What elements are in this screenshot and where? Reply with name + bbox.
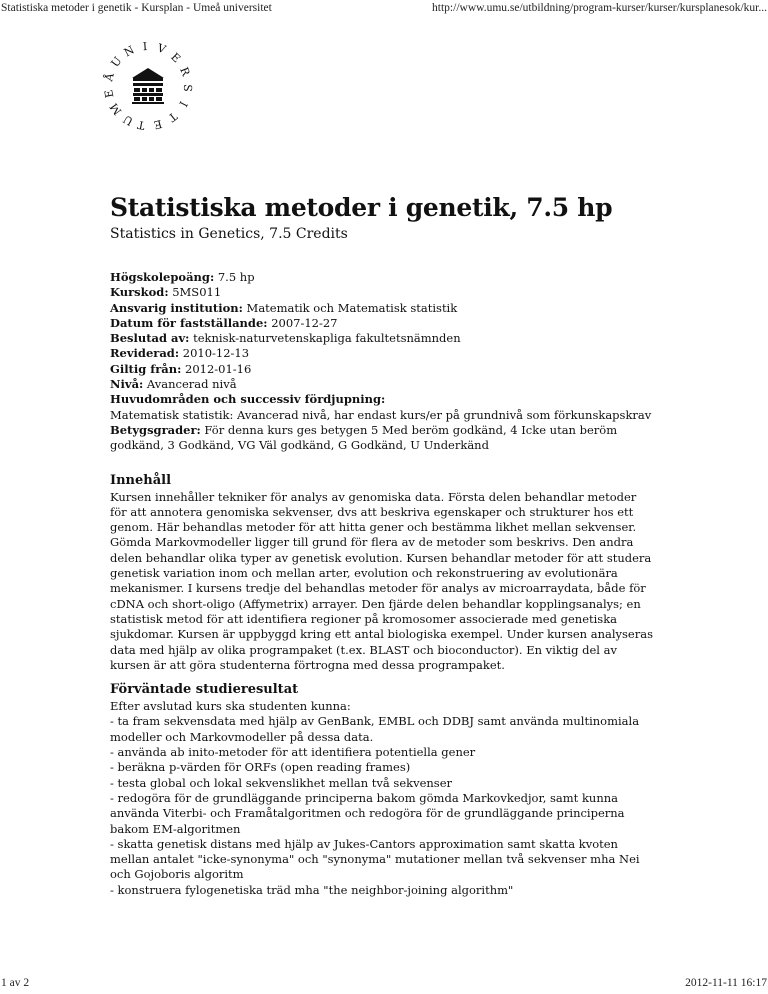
outcomes-heading: Förväntade studieresultat: [110, 682, 299, 698]
logo-letter: U: [108, 54, 125, 70]
logo-letter: E: [102, 88, 117, 100]
meta-line: Beslutad av: teknisk-naturvetenskapliga fakultetsnämnden: [110, 331, 461, 346]
meta-line: Reviderad: 2010-12-13: [110, 346, 250, 361]
meta-line: Huvudområden och successiv fördjupning:: [110, 392, 386, 407]
course-plan-body: [110, 270, 655, 898]
list-item: - ta fram sekvensdata med hjälp av GenBank, EMBL och DDBJ samt använda multinomiala modeller och Markovmodeller på dessa data.: [110, 714, 640, 744]
meta-line: Ansvarig institution: Matematik och Matematisk statistik: [110, 300, 458, 315]
list-item: - använda ab inito-metoder för att identifiera potentiella gener: [110, 745, 476, 760]
logo-letter: T: [165, 109, 180, 125]
print-header-title: Statistiska metoder i genetik - Kursplan - Umeå universitet: [1, 2, 272, 14]
list-item: - redogöra för de grundläggande principerna bakom gömda Markovkedjor, samt kunna använda Viterbi- och Framåtalgoritmen och redogöra för de grundläggande principerna bakom EM-algoritmen: [110, 790, 625, 836]
list-item: - beräkna p-värden för ORFs (open reading frames): [110, 760, 411, 775]
meta-line: Datum för fastställande: 2007-12-27: [110, 315, 338, 330]
print-footer: [0, 977, 768, 991]
logo-letter: E: [168, 50, 183, 66]
course-subtitle: Statistics in Genetics, 7.5 Credits: [110, 226, 348, 242]
outcomes-list: [110, 714, 655, 898]
meta-line: Matematisk statistik: Avancerad nivå, har endast kurs/er på grundnivå som förkunskapskrav: [110, 407, 652, 422]
list-item: - skatta genetisk distans med hjälp av Jukes-Cantors approximation samt skatta kvoten mellan antalet "icke-synonyma" och "synonyma" mutationer mellan två sekvenser mha Nei och Gojoboris algoritm: [110, 836, 640, 882]
list-item: - testa global och lokal sekvenslikhet mellan två sekvenser: [110, 775, 453, 790]
logo-seal-graphic: [102, 40, 194, 132]
meta-line: Nivå: Avancerad nivå: [110, 377, 237, 392]
logo-letter: V: [155, 41, 168, 57]
course-meta: [110, 270, 655, 454]
logo-letter: R: [177, 65, 193, 78]
logo-letter: U: [120, 112, 136, 129]
logo-letter: T: [136, 117, 146, 132]
print-timestamp: 2012-11-11 16:17: [685, 977, 767, 989]
content-text: Kursen innehåller tekniker för analys av genomiska data. Första delen behandlar metoder för att annotera genomiska sekvenser, dvs att beskriva egenskaper och strukturer hos ett genom. Här behandlas metoder för att hitta gener och bestämma likhet mellan sekvenser. Gömda Markovmodeller ligger till grund för flera av de metoder som beskrivs. Den andra delen behandlar olika typer av genetisk evolution. Kursen behandlar metoder för att studera genetisk variation inom och mellan arter, evolution och rekonstruering av evolutionära mekanismer. I kursens tredje del behandlas metoder för analys av microarraydata, både för cDNA och short-oligo (Affymetrix) arrayer. Den fjärde delen behandlar kopplingsanalys; en statistisk metod för att identifiera regioner på kromosomer associerade med genetiska sjukdomar. Kursen är uppbyggd kring ett antal biologiska exempel. Under kursen analyseras data med hjälp av olika programpaket (t.ex. BLAST och bioconductor). En viktig del av kursen är att göra studenterna förtrogna med dessa programpaket.: [110, 489, 653, 672]
logo-letter: I: [176, 99, 190, 109]
outcomes-section: [110, 681, 655, 898]
course-title: Statistiska metoder i genetik, 7.5 hp: [110, 193, 613, 222]
umea-university-logo: [102, 40, 194, 132]
meta-line: Kurskod: 5MS011: [110, 285, 222, 300]
logo-letter: N: [121, 43, 137, 60]
print-header: [0, 2, 768, 16]
logo-letter: I: [142, 40, 148, 54]
logo-letter: Å: [102, 71, 117, 83]
content-heading: Innehåll: [110, 472, 172, 488]
content-section: [110, 472, 655, 674]
outcomes-intro: Efter avslutad kurs ska studenten kunna:: [110, 699, 351, 714]
page-number: 1 av 2: [1, 977, 30, 989]
logo-letter: S: [180, 83, 194, 93]
meta-line: Betygsgrader: För denna kurs ges betygen 5 Med beröm godkänd, 4 Icke utan beröm godkänd, 3 Godkänd, VG Väl godkänd, G Godkänd, U Underkänd: [110, 422, 618, 453]
print-header-url: http://www.umu.se/utbildning/program-kurser/kurser/kursplanesok/kur...: [432, 2, 767, 14]
meta-line: Högskolepoäng: 7.5 hp: [110, 270, 255, 284]
list-item: - konstruera fylogenetiska träd mha "the neighbor-joining algorithm": [110, 882, 514, 897]
logo-letter: M: [107, 100, 125, 118]
logo-letter: E: [152, 117, 164, 132]
meta-line: Giltig från: 2012-01-16: [110, 361, 252, 376]
